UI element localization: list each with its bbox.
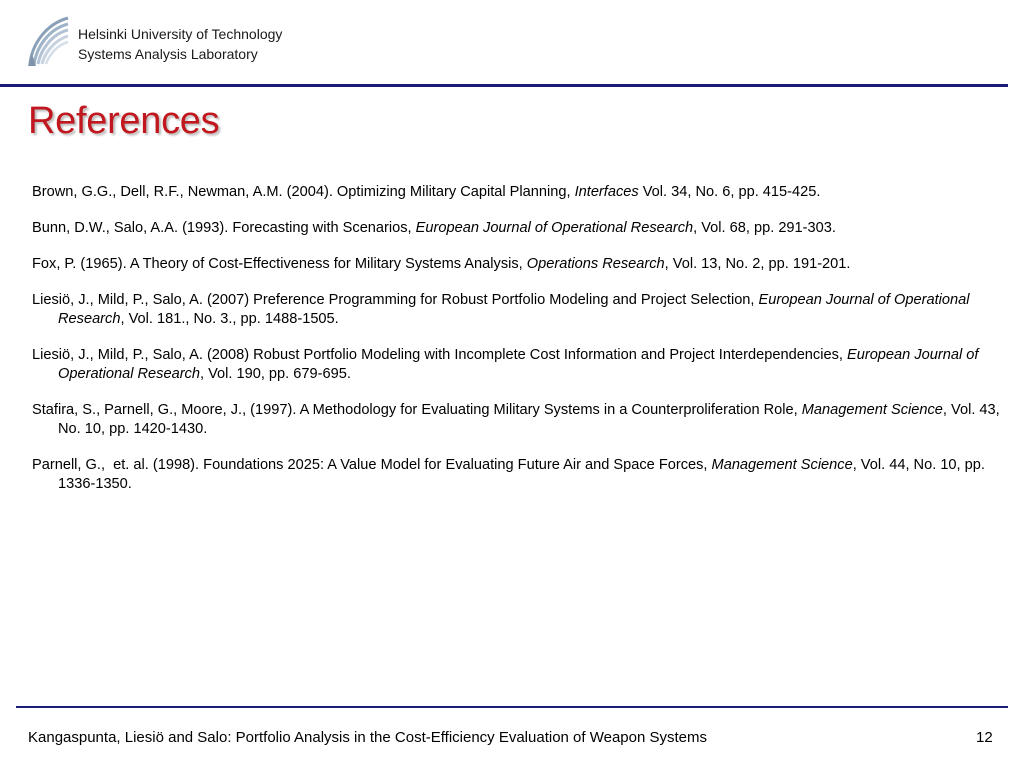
organization-line-2: Systems Analysis Laboratory: [78, 46, 258, 62]
reference-text: Liesiö, J., Mild, P., Salo, A. (2008) Robust Portfolio Modeling with Incomplete Cost Information and Project Interdependencies,: [32, 347, 847, 363]
reference-text: , Vol. 190, pp. 679-695.: [199, 366, 351, 382]
reference-text: Fox, P. (1965). A Theory of Cost-Effectiveness for Military Systems Analysis,: [32, 256, 527, 272]
reference-item: [32, 346, 1012, 384]
reference-text: Stafira, S., Parnell, G., Moore, J., (1997). A Methodology for Evaluating Military Systems in a Counterproliferation Role,: [32, 402, 802, 418]
reference-text: , Vol. 181., No. 3., pp. 1488-1505.: [120, 311, 339, 327]
reference-source-title: Operations Research: [526, 256, 665, 272]
reference-source-title: Management Science: [711, 457, 853, 473]
reference-text: , Vol. 13, No. 2, pp. 191-201.: [664, 256, 851, 272]
slide-header: [0, 0, 1024, 86]
header-divider: [0, 84, 1008, 87]
organization-line-1: Helsinki University of Technology: [78, 26, 283, 42]
reference-text: , Vol. 68, pp. 291-303.: [693, 220, 836, 236]
reference-text: Parnell, G., et. al. (1998). Foundations 2025: A Value Model for Evaluating Future Air and Space Forces,: [32, 457, 712, 473]
footer-text: Kangaspunta, Liesiö and Salo: Portfolio Analysis in the Cost-Efficiency Evaluation of Weapon Systems: [28, 729, 707, 746]
reference-text: , Vol. 44, No. 10, pp. 1336-1350.: [58, 457, 990, 492]
reference-text: Vol. 34, No. 6, pp. 415-425.: [638, 184, 821, 200]
reference-item: [32, 219, 1012, 238]
reference-source-title: Interfaces: [574, 184, 639, 200]
reference-source-title: European Journal of Operational Research: [415, 220, 694, 236]
reference-item: [32, 291, 1012, 329]
reference-source-title: European Journal of Operational Research: [58, 347, 983, 382]
organization-name: [78, 24, 282, 64]
footer-divider: [16, 706, 1008, 708]
reference-item: [32, 456, 1012, 494]
reference-source-title: European Journal of Operational Research: [58, 292, 974, 327]
reference-item: [32, 401, 1012, 439]
reference-text: Bunn, D.W., Salo, A.A. (1993). Forecasting with Scenarios,: [32, 220, 416, 236]
slide-title: References: [28, 100, 220, 142]
reference-text: Brown, G.G., Dell, R.F., Newman, A.M. (2004). Optimizing Military Capital Planning,: [32, 184, 575, 200]
reference-item: [32, 255, 1012, 274]
page-number: 12: [976, 729, 993, 746]
reference-source-title: Management Science: [801, 402, 943, 418]
university-logo-icon: [24, 14, 72, 70]
reference-list: [32, 183, 1012, 511]
reference-text: Liesiö, J., Mild, P., Salo, A. (2007) Preference Programming for Robust Portfolio Modeling and Project Selection,: [32, 292, 759, 308]
reference-item: [32, 183, 1012, 202]
reference-text: , Vol. 43, No. 10, pp. 1420-1430.: [58, 402, 1004, 437]
